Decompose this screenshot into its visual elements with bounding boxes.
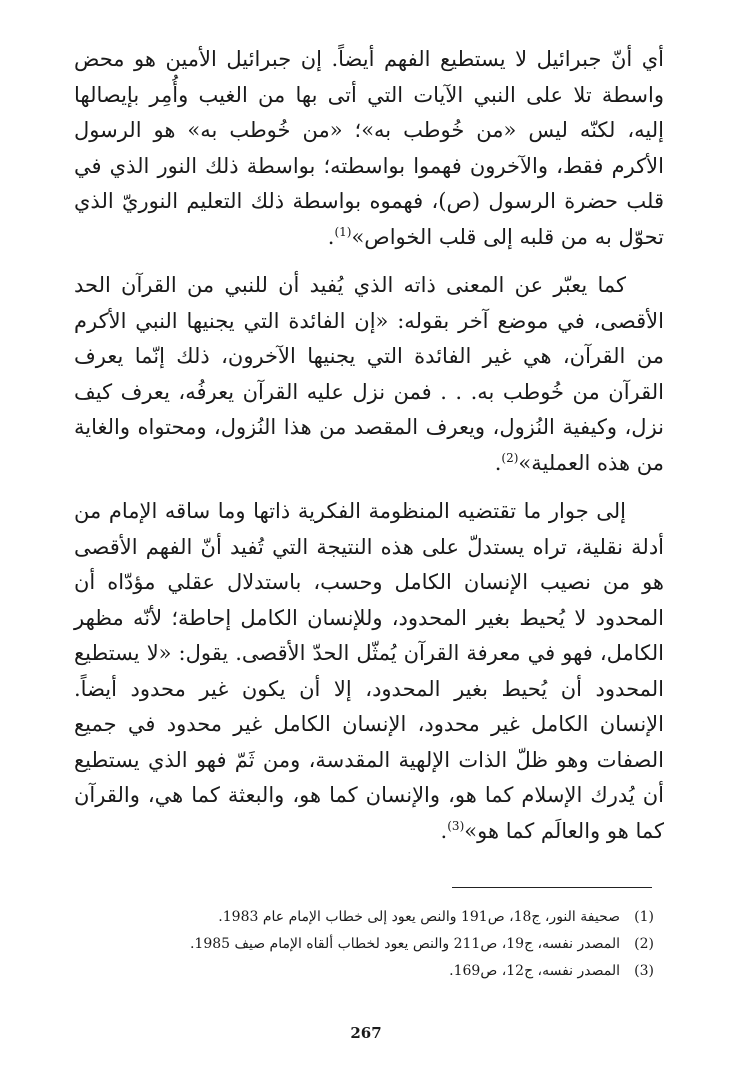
- paragraph-2-end: .: [494, 450, 502, 475]
- paragraph-1-text: أي أنّ جبرائيل لا يستطيع الفهم أيضاً. إن جبرائيل الأمين هو محض واسطة تلا على النبي الآيات التي أتى بها من الغيب وأُمِر بإيصالها إليه، لكنّه ليس «من خُوطب به»؛ «من خُوطب به» هو الرسول الأكرم فقط، والآخرون فهموا بواسطته؛ بواسطة ذلك النور الذي في قلب حضرة الرسول (ص)، فهموه بواسطة ذلك التعليم النوريّ الذي تحوّل به من قلبه إلى قلب الخواص»: [74, 47, 664, 249]
- footnote-number: (3): [634, 963, 654, 979]
- footnote-ref-3[interactable]: (3): [447, 818, 465, 833]
- footnote-2: [74, 931, 654, 958]
- paragraph-1-end: .: [327, 224, 335, 249]
- paragraph-2: [74, 268, 664, 481]
- footnote-text: المصدر نفسه، ج19، ص211 والنص يعود لخطاب ألقاه الإمام صيف 1985.: [189, 936, 620, 952]
- paragraph-2-text: كما يعبّر عن المعنى ذاته الذي يُفيد أن للنبي من القرآن الحد الأقصى، في موضع آخر بقوله: «إن الفائدة التي يجنيها النبي الأكرم من القرآن، هي غير الفائدة التي يجنيها الآخرون، ذلك إنّما يعرف القرآن من خُوطب به. . . فمن نزل عليه القرآن يعرفُه، يعرف كيف نزل، وكيفية النُزول، ويعرف المقصد من هذا النُزول، ومحتواه والغاية من هذه العملية»: [74, 273, 664, 475]
- paragraph-3-end: .: [440, 818, 448, 843]
- footnote-divider: [452, 887, 652, 888]
- page-body: [74, 42, 664, 849]
- footnote-number: (2): [634, 936, 654, 952]
- footnote-text: صحيفة النور، ج18، ص191 والنص يعود إلى خطاب الإمام عام 1983.: [218, 909, 620, 925]
- footnote-number: (1): [634, 909, 654, 925]
- footnote-ref-2[interactable]: (2): [501, 450, 519, 465]
- paragraph-3-text: إلى جوار ما تقتضيه المنظومة الفكرية ذاتها وما ساقه الإمام من أدلة نقلية، تراه يستدلّ على هذه النتيجة التي تُفيد أنّ الفهم الأقصى هو من نصيب الإنسان الكامل وحسب، باستدلال عقلي مؤدّاه أن المحدود لا يُحيط بغير المحدود، وللإنسان الكامل إحاطة؛ لأنّه مظهر الكامل، فهو في معرفة القرآن يُمثّل الحدّ الأقصى. يقول: «لا يستطيع المحدود أن يُحيط بغير المحدود، إلا أن يكون غير محدود أيضاً. الإنسان الكامل غير محدود، الإنسان الكامل غير محدود في جميع الصفات وهو ظلّ الذات الإلهية المقدسة، ومن ثَمّ فهو الذي يستطيع أن يُدرك الإسلام كما هو، والإنسان كما هو، والبعثة كما هي، والقرآن كما هو والعالَم كما هو»: [74, 499, 664, 843]
- paragraph-3: [74, 494, 664, 849]
- footnote-3: [74, 958, 654, 985]
- footnote-1: [74, 904, 654, 931]
- paragraph-1: [74, 42, 664, 255]
- footnotes-section: [74, 904, 654, 985]
- page-number: 267: [350, 1024, 382, 1042]
- footnote-ref-1[interactable]: (1): [334, 224, 352, 239]
- footnote-text: المصدر نفسه، ج12، ص169.: [449, 963, 620, 979]
